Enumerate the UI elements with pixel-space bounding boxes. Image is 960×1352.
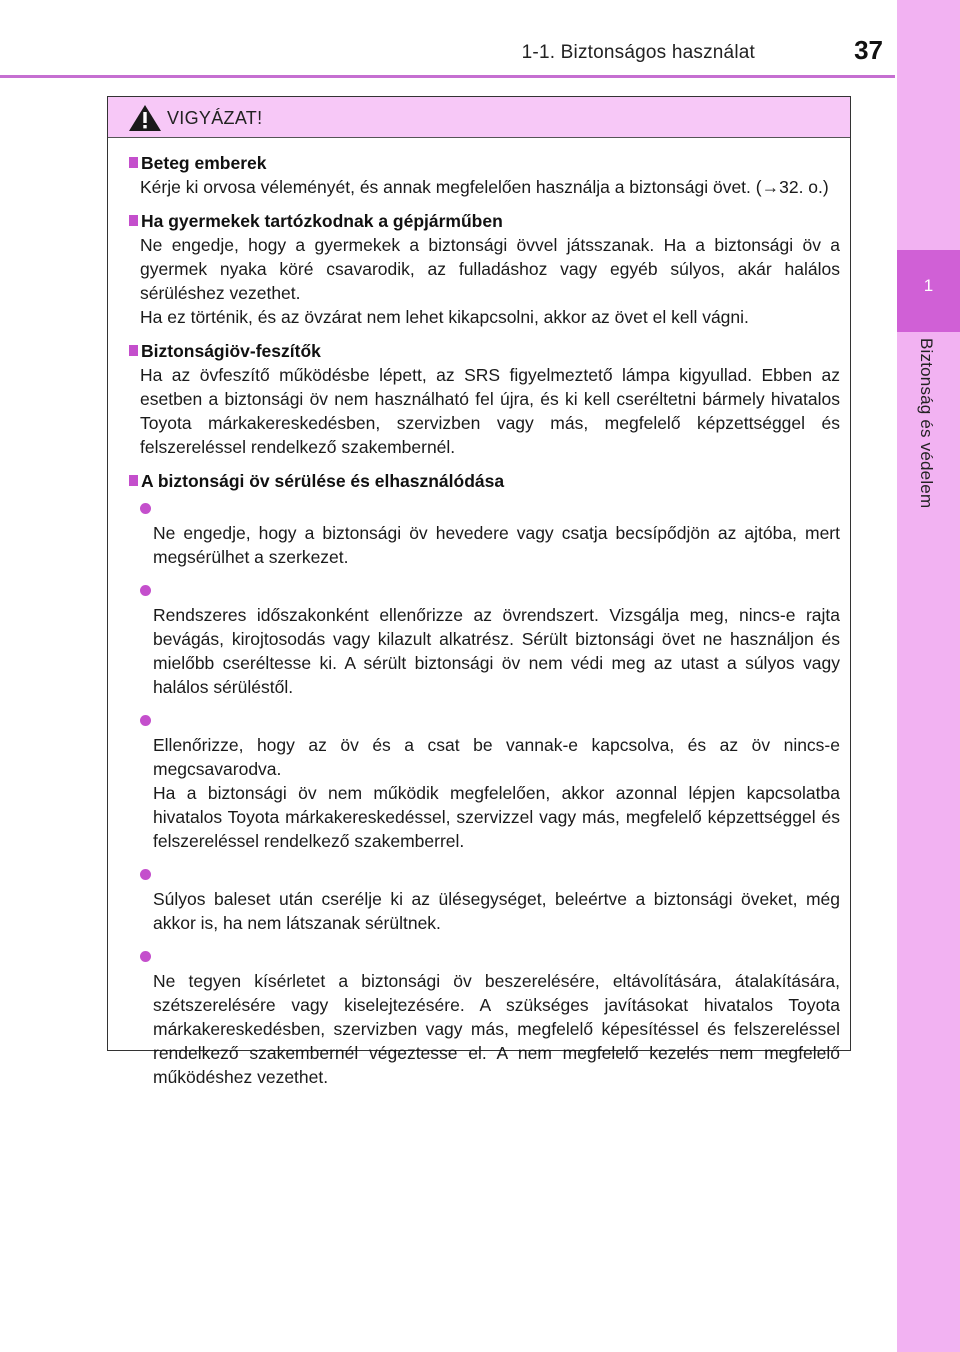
section-heading: Biztonságiöv-feszítők <box>129 339 840 363</box>
round-bullet-icon <box>140 585 151 596</box>
warning-label: VIGYÁZAT! <box>167 108 263 128</box>
chapter-number: 1 <box>923 276 934 295</box>
round-bullet-icon <box>140 951 151 962</box>
warning-box <box>107 96 851 1087</box>
section-heading: Ha gyermekek tartózkodnak a gépjárműben <box>129 209 840 233</box>
header-divider <box>0 75 895 78</box>
section-text: Kérje ki orvosa véleményét, és annak megfelelően használja a biztonsági övet. (→32. o.) <box>140 177 829 197</box>
page-number: 37 <box>854 35 883 65</box>
section-pretensioners <box>129 339 840 459</box>
list-item: Ellenőrizze, hogy az öv és a csat be vannak-e kapcsolva, és az öv nincs-e megcsavarodva. Ha a biztonsági öv nem működik megfelelően, akkor azonnal lépjen kapcsolatba hivatalos Toyota márkakereskedéssel, szervizzel vagy más, megfelelő képzettséggel és felszereléssel rendelkező szakemberrel. <box>140 709 840 853</box>
square-bullet-icon <box>129 157 138 168</box>
square-bullet-icon <box>129 215 138 226</box>
warning-header <box>108 97 850 138</box>
section-text: Ha az övfeszítő működésbe lépett, az SRS figyelmeztető lámpa kigyullad. Ebben az esetben a biztonsági öv nem használható fel újra, és ki kell cseréltetni bármely hivatalos Toyota márkakereskedésben, szervizben vagy más, megfelelő képzettséggel és felszereléssel rendelkező szakembernél. <box>140 365 840 457</box>
list-item: Rendszeres időszakonként ellenőrizze az övrendszert. Vizsgálja meg, nincs-e rajta bevágás, kirojtosodás vagy kilazult alkatrész. Sérült biztonsági övet ne használjon és mielőbb cseréltesse ki. A sérült biztonsági öv nem védi meg az utast a súlyos vagy halálos sérüléstől. <box>140 579 840 699</box>
chapter-side-tab <box>897 0 960 1352</box>
section-text: Ne engedje, hogy a gyermekek a biztonsági övvel játsszanak. Ha a biztonsági öv a gyermek nyaka köré csavarodik, az fulladáshoz vagy egyéb súlyos, akár halálos sérüléshez vezethet. Ha ez történik, és az övzárat nem lehet kikapcsolni, akkor az övet el kell vágni. <box>140 235 840 327</box>
list-item: Súlyos baleset után cserélje ki az ülésegységet, beleértve a biztonsági öveket, még akkor is, ha nem látszanak sérültnek. <box>140 863 840 935</box>
list-item: Ne tegyen kísérletet a biztonsági öv beszerelésére, eltávolítására, átalakítására, szétszerelésére vagy kiselejtezésére. A szükséges javításokat hivatalos Toyota márkakereskedésben, szervizben vagy más, megfelelő képesítéssel és felszereléssel rendelkező szakembernél végeztesse el. A nem megfelelő kezelés nem megfelelő működéshez vezethet. <box>140 945 840 1089</box>
square-bullet-icon <box>129 475 138 486</box>
section-heading: A biztonsági öv sérülése és elhasználódása <box>129 469 840 493</box>
section-heading: Beteg emberek <box>129 151 840 175</box>
round-bullet-icon <box>140 715 151 726</box>
warning-body <box>108 138 850 1089</box>
section-title: 1-1. Biztonságos használat <box>521 42 755 63</box>
section-sick-people <box>129 151 840 199</box>
section-children <box>129 209 840 329</box>
list-item: Ne engedje, hogy a biztonsági öv hevedere vagy csatja becsípődjön az ajtóba, mert megsérülhet a szerkezet. <box>140 497 840 569</box>
chapter-label: Biztonság és védelem <box>917 338 936 509</box>
warning-triangle-icon <box>128 104 162 132</box>
square-bullet-icon <box>129 345 138 356</box>
section-belt-damage <box>129 469 840 1089</box>
round-bullet-icon <box>140 503 151 514</box>
round-bullet-icon <box>140 869 151 880</box>
